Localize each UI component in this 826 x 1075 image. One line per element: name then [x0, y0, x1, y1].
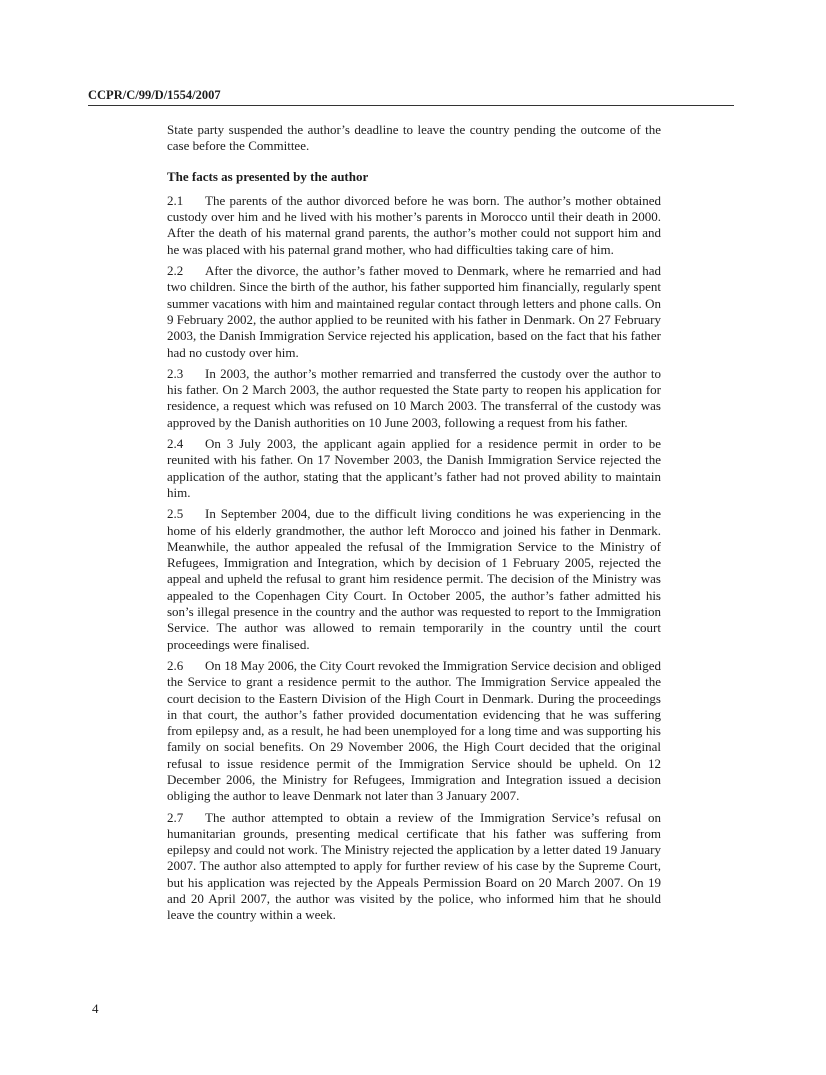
paragraph-2-2 — [167, 263, 661, 361]
paragraph-number: 2.6 — [167, 657, 184, 673]
paragraph-text: In 2003, the author’s mother remarried and transferred the custody over the author to his father. On 2 March 2003, the author requested the State party to reopen his application for residence, a request which was refused on 10 March 2003. The transferral of the custody was approved by the Danish authorities on 10 June 2003, following a request from his father. — [167, 365, 661, 430]
section-heading: The facts as presented by the author — [167, 168, 369, 184]
paragraph-number: 2.3 — [167, 365, 184, 381]
document-body — [167, 122, 661, 929]
paragraph-number: 2.7 — [167, 809, 184, 825]
paragraph-text: After the divorce, the author’s father moved to Denmark, where he remarried and had two children. Since the birth of the author, his father supported him financially, regularly spent summer vacations with him and maintained regular contact through letters and phone calls. On 9 February 2002, the author applied to be reunited with his father in Denmark. On 27 February 2003, the Danish Immigration Service rejected his application, based on the fact that his father had no custody over him. — [167, 263, 661, 360]
paragraph-2-6 — [167, 658, 661, 805]
paragraph-number: 2.5 — [167, 506, 184, 522]
paragraph-text: On 18 May 2006, the City Court revoked the Immigration Service decision and obliged the Service to grant a residence permit to the author. The Immigration Service appealed the court decision to the Eastern Division of the High Court in Denmark. During the proceedings in that court, the author’s father provided documentation evidencing that he was suffering from epilepsy and, as a result, he had been unemployed for a long time and was supporting his family on social benefits. On 29 November 2006, the High Court decided that the original refusal to issue residence permit of the Immigration Service should be upheld. On 12 December 2006, the Ministry for Refugees, Immigration and Integration issued a decision obliging the author to leave Denmark not later than 3 January 2007. — [167, 657, 661, 804]
paragraph-text: The parents of the author divorced before he was born. The author’s mother obtained custody over him and he lived with his mother’s parents in Morocco until their death in 2000. After the death of his maternal grand parents, the author’s mother could not support him and he was placed with his paternal grand mother, who had difficulties taking care of him. — [167, 192, 661, 257]
paragraph-2-3 — [167, 366, 661, 431]
intro-paragraph: State party suspended the author’s deadline to leave the country pending the outcome of the case before the Committee. — [167, 122, 661, 154]
paragraph-number: 2.2 — [167, 263, 184, 279]
document-symbol: CCPR/C/99/D/1554/2007 — [88, 88, 734, 106]
paragraph-number: 2.1 — [167, 192, 184, 208]
paragraph-2-5 — [167, 506, 661, 653]
paragraph-2-7 — [167, 810, 661, 924]
page-number: 4 — [92, 1001, 99, 1016]
paragraph-number: 2.4 — [167, 436, 184, 452]
paragraph-2-1 — [167, 193, 661, 258]
paragraph-text: On 3 July 2003, the applicant again applied for a residence permit in order to be reunited with his father. On 17 November 2003, the Danish Immigration Service rejected the application of the author, stating that the applicant’s father had not proved ability to maintain him. — [167, 436, 661, 500]
paragraph-2-4 — [167, 436, 661, 501]
paragraph-text: In September 2004, due to the difficult living conditions he was experiencing in the home of his elderly grandmother, the author left Morocco and joined his father in Denmark. Meanwhile, the author appealed the refusal of the Immigration Service to the Ministry of Refugees, Immigration and Integration, which by decision of 1 February 2005, rejected the appeal and upheld the refusal to grant him residence permit. The decision of the Ministry was appealed to the Copenhagen City Court. In October 2005, the author’s father admitted his son’s illegal presence in the country and the author was requested to report to the Immigration Service. The author was allowed to remain temporarily in the country until the court proceedings were finalised. — [167, 506, 661, 652]
paragraph-text: The author attempted to obtain a review of the Immigration Service’s refusal on humanitarian grounds, presenting medical certificate that his father was suffering from epilepsy and could not work. The Ministry rejected the application by a letter dated 19 January 2007. The author also attempted to apply for further review of his case by the Supreme Court, but his application was rejected by the Appeals Permission Board on 20 March 2007. On 19 and 20 April 2007, the author was visited by the police, who informed him that he should leave the country within a week. — [167, 809, 661, 923]
